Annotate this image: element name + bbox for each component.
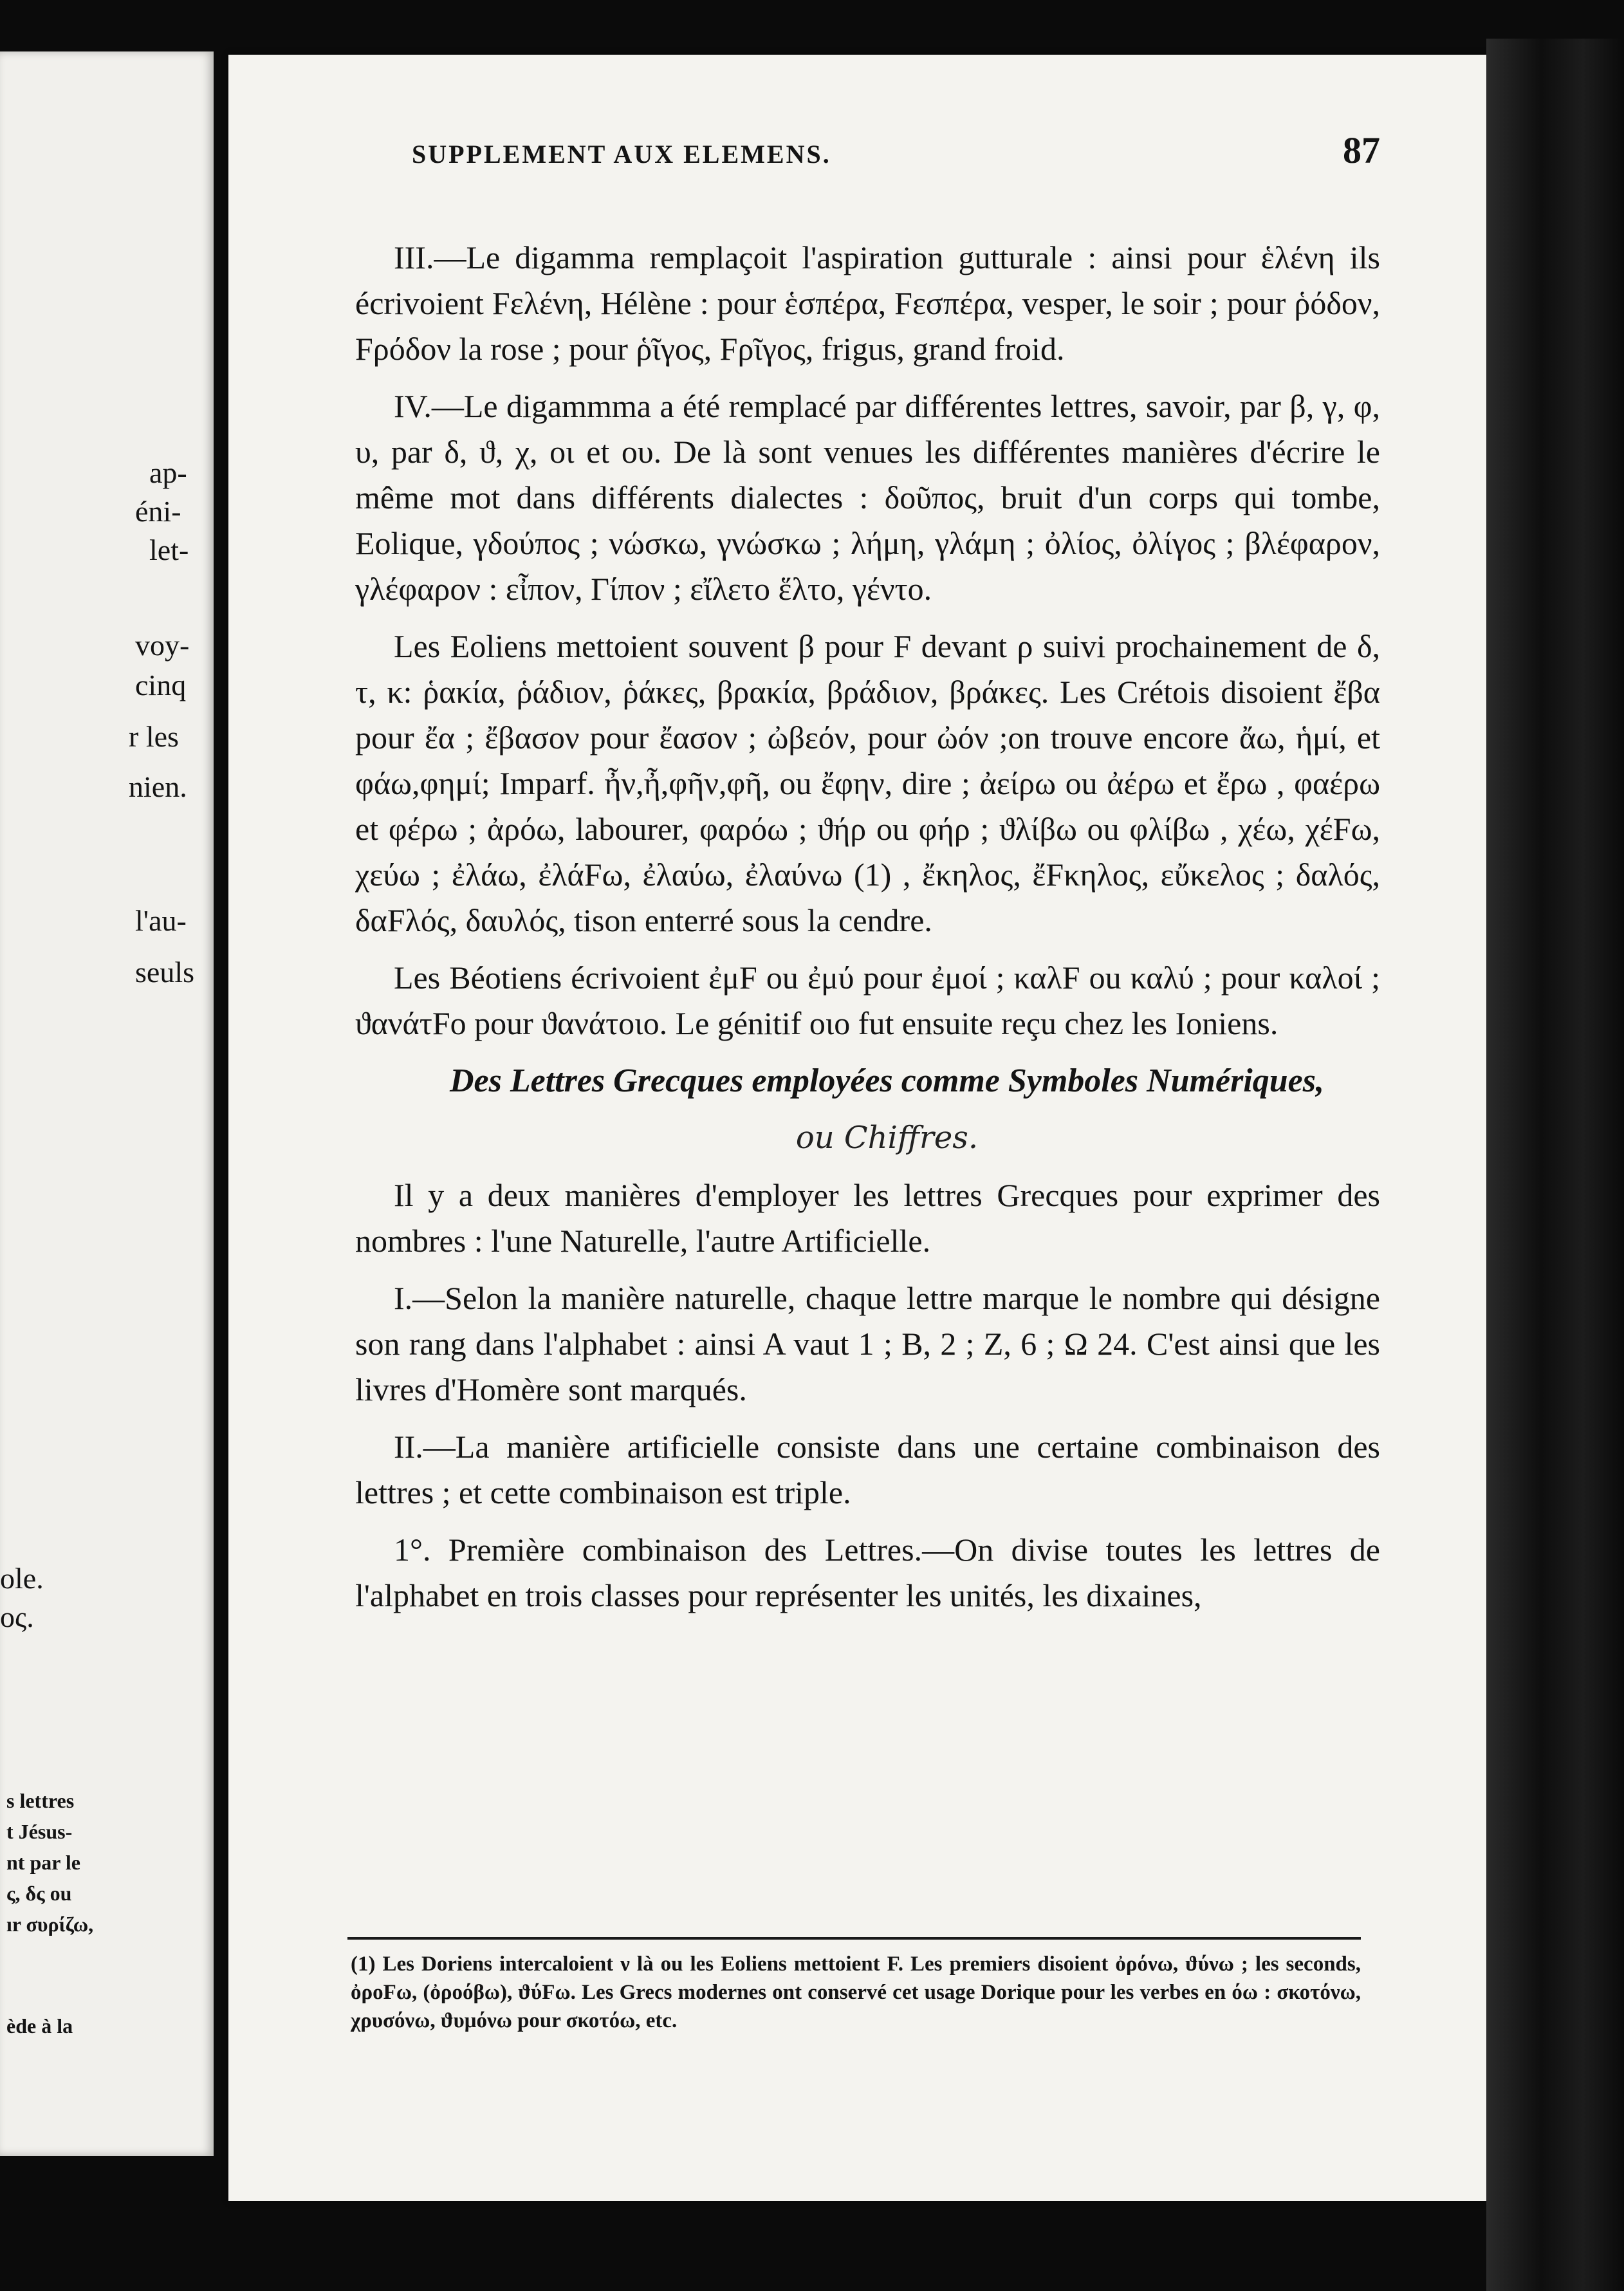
page-body <box>355 235 1380 1630</box>
page-number: 87 <box>1343 129 1380 171</box>
running-title: SUPPLEMENT AUX ELEMENS. <box>412 140 831 169</box>
left-page-fragment: cinq <box>135 669 187 701</box>
footnote: (1) Les Doriens intercaloient ν là ou les Eoliens mettoient F. Les premiers disoient ὀρόνω, ϑύνω ; les seconds, ὀροFω, (ὀροόβω), ϑύFω. Les Grecs modernes ont conservé cet usage Dorique pour les verbes en όω : σκοτόνω, χρυσόνω, ϑυμόνω pour σκοτόω, etc. <box>351 1952 1361 2032</box>
left-page-fragment: voy- <box>135 629 190 662</box>
section-title: Des Lettres Grecques employées comme Symboles Numériques, <box>450 1062 1324 1099</box>
left-footnote-fragment: nt par le <box>6 1851 80 1874</box>
handwritten-note: ou Chiffres. <box>795 1120 979 1156</box>
left-page-fragment: ος. <box>0 1600 34 1633</box>
paragraph-digamma-replaced: IV.—Le digammma a été remplacé par différentes lettres, savoir, par β, γ, φ, υ, par δ, ϑ, χ, οι et ου. De là sont venues les différentes manières d'écrire le même mot dans différents dialectes : δοῦπος, bruit d'un corps qui tombe, Eolique, γδούπος ; νώσκω, γνώσκω ; λήμη, γλάμη ; ὀλίος, ὀλίγος ; βλέφαρον, γλέφαρον : εἶπον, Γίπον ; εἴλετο ἕλτο, γέντο. <box>355 388 1380 607</box>
footnote-rule <box>347 1937 1361 1940</box>
left-page-fragment: ap- <box>149 456 187 489</box>
left-page-fragment: éni- <box>135 495 181 528</box>
paragraph-natural-method: I.—Selon la manière naturelle, chaque lettre marque le nombre qui désigne son rang dans l'alphabet : ainsi A vaut 1 ; B, 2 ; Z, 6 ; Ω 24. C'est ainsi que les livres d'Homère sont marqués. <box>355 1280 1380 1407</box>
paragraph-two-methods: Il y a deux manières d'employer les lettres Grecques pour exprimer des nombres : l'une Naturelle, l'autre Artificielle. <box>355 1177 1380 1259</box>
paragraph-digamma-aspiration: III.—Le digamma remplaçoit l'aspiration gutturale : ainsi pour ἑλένη ils écrivoient Fελένη, Hélène : pour ἑσπέρα, Fεσπέρα, vesper, le soir ; pour ῥόδον, Fρόδον la rose ; pour ῥῖγος, Fρῖγος, frigus, grand froid. <box>355 239 1380 367</box>
left-page-fragment: nien. <box>129 770 187 803</box>
paragraph-beotiens: Les Béotiens écrivoient ἐμF ou ἐμύ pour ἐμοί ; καλF ou καλύ ; pour καλοί ; ϑανάτFο pour ϑανάτοιο. Le génitif οιο fut ensuite reçu chez les Ioniens. <box>355 960 1380 1041</box>
left-page-fragment: seuls <box>135 956 194 988</box>
book-edge-shadow <box>1486 39 1624 2291</box>
left-page-fragment: ole. <box>0 1562 44 1595</box>
left-page-fragment: l'au- <box>135 904 187 937</box>
left-footnote-fragment: ır συρίζω, <box>6 1913 94 1936</box>
left-page-fragment: r les <box>129 720 179 753</box>
left-footnote-fragment: t Jésus- <box>6 1820 73 1843</box>
page-header <box>412 129 1380 172</box>
left-footnote-fragment: s lettres <box>6 1789 75 1812</box>
left-page-fragment: let- <box>149 533 189 566</box>
left-facing-page <box>0 51 214 2156</box>
paragraph-first-combination: 1°. Première combinaison des Lettres.—On divise toutes les lettres de l'alphabet en trois classes pour représenter les unités, les dixaines, <box>355 1532 1380 1613</box>
left-footnote-fragment: ède à la <box>6 2014 73 2037</box>
paragraph-eoliens: Les Eoliens mettoient souvent β pour F devant ρ suivi prochainement de δ, τ, κ: ῥακία, ῥάδιον, ῥάκες, βρακία, βράδιον, βράκες. Les Crétois disoient ἔβα pour ἔα ; ἔβασον pour ἔασον ; ὠβεόν, pour ὠόν ;on trouve encore ἄω, ἡμί, et φάω,φημί; Imparf. ἦν,ἦ,φῆν,φῆ, ou ἔφην, dire ; ἀείρω ou ἀέρω et ἔρω , φαέρω et φέρω ; ἀρόω, labourer, φαρόω ; ϑήρ ou φήρ ; ϑλίβω ou φλίβω , χέω, χέFω, χεύω ; ἐλάω, ἐλάFω, ἐλαύω, ἐλαύνω (1) , ἔκηλος, ἔFκηλος, εὔκελος ; δαλός, δαFλός, δαυλός, tison enterré sous la cendre. <box>355 628 1380 938</box>
paragraph-artificial-method: II.—La manière artificielle consiste dans une certaine combinaison des lettres ; et cette combinaison est triple. <box>355 1429 1380 1510</box>
left-footnote-fragment: ς, δς ou <box>6 1882 72 1905</box>
